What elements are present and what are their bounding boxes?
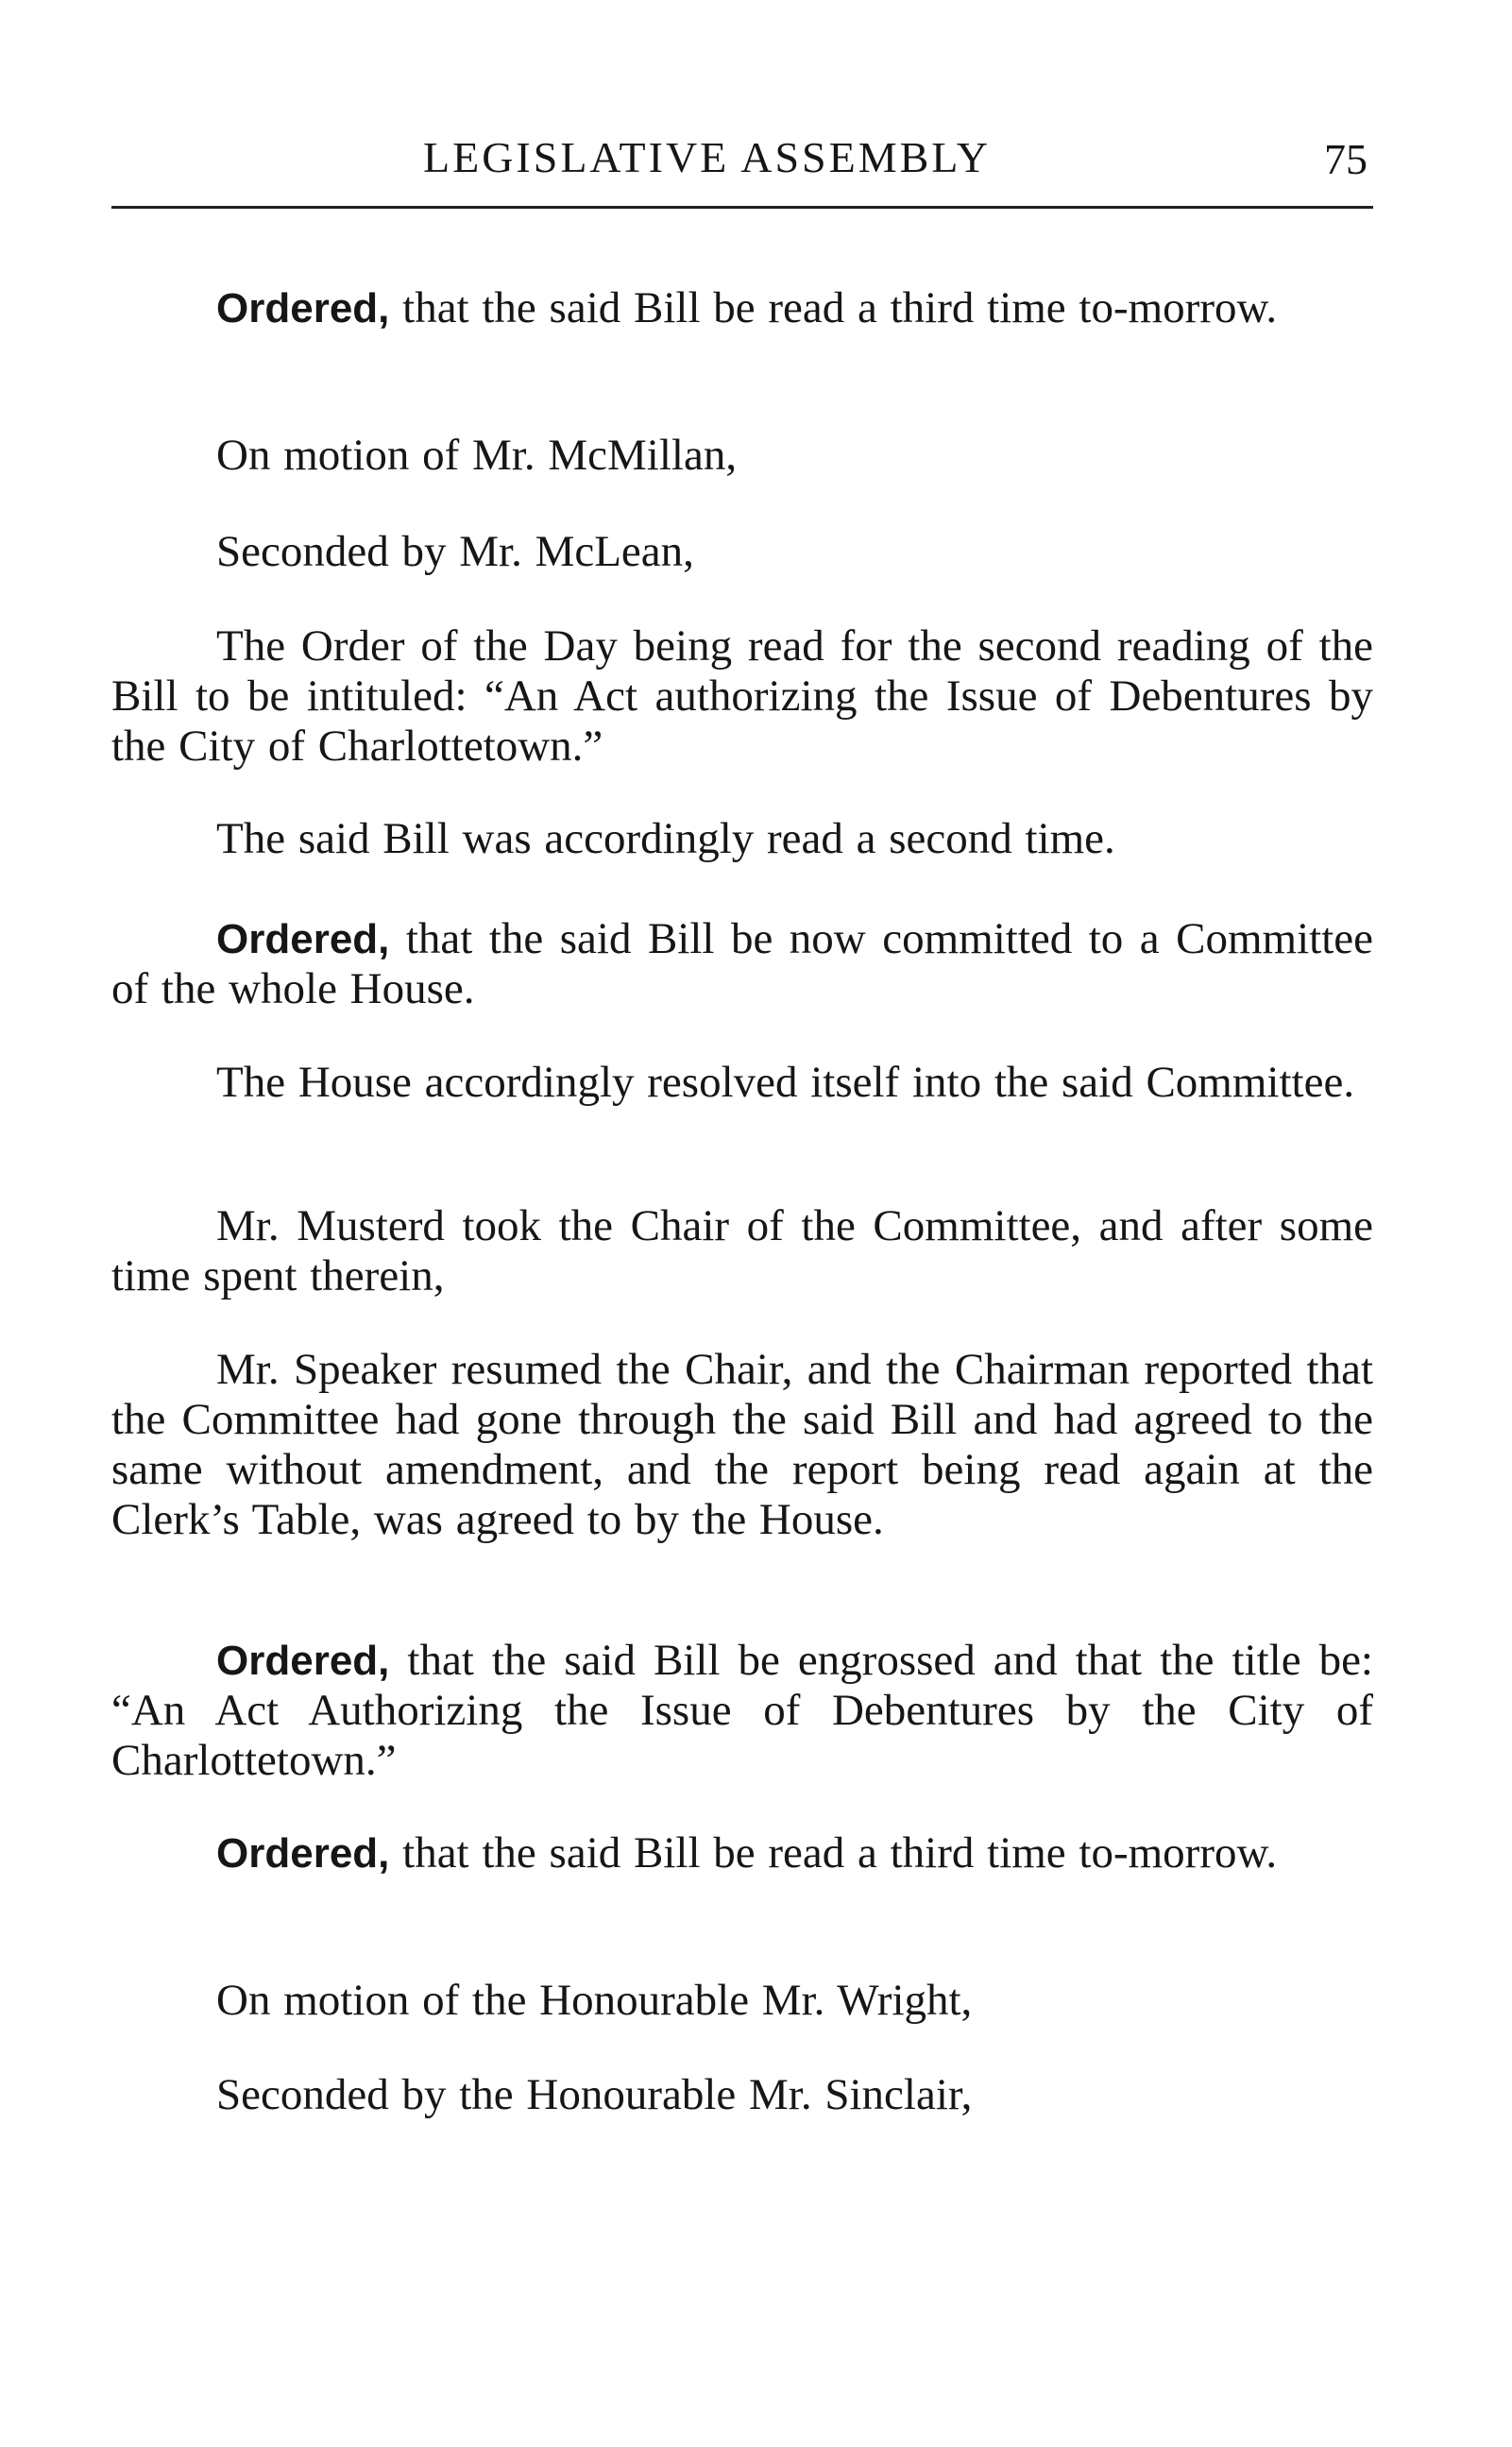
paragraph-text: On motion of Mr. McMillan,	[216, 431, 738, 480]
paragraph-text: that the said Bill be read a third time to-morrow.	[389, 1828, 1278, 1878]
ordered-label: Ordered,	[216, 916, 390, 962]
paragraph-motion	[111, 431, 1373, 481]
document-page	[111, 0, 1377, 2447]
paragraph-ordered-engrossed	[111, 1636, 1373, 1786]
paragraph-text: Mr. Musterd took the Chair of the Committee, and after some time spent therein,	[111, 1201, 1373, 1300]
paragraph-house-resolved	[111, 1058, 1373, 1108]
paragraph-text: Seconded by the Honourable Mr. Sinclair,	[216, 2070, 973, 2119]
paragraph-chair	[111, 1201, 1373, 1301]
ordered-label: Ordered,	[216, 1638, 390, 1684]
paragraph-text: On motion of the Honourable Mr. Wright,	[216, 1976, 973, 2025]
paragraph-text: The House accordingly resolved itself into the said Committee.	[216, 1058, 1355, 1107]
paragraph-order-of-day	[111, 621, 1373, 772]
paragraph-seconded	[111, 527, 1373, 577]
paragraph-second-reading	[111, 814, 1373, 864]
paragraph-seconded-sinclair	[111, 2070, 1373, 2120]
ordered-label: Ordered,	[216, 1830, 390, 1877]
paragraph-text: that the said Bill be read a third time to-morrow.	[389, 283, 1278, 332]
paragraph-speaker-resumed	[111, 1345, 1373, 1545]
running-title: LEGISLATIVE ASSEMBLY	[423, 133, 992, 181]
paragraph-text: Mr. Speaker resumed the Chair, and the Chairman reported that the Committee had gone through the said Bill and had agreed to the same without amendment, and the report being read again at the Clerk’s Table, was agreed to by the House.	[111, 1345, 1373, 1544]
page-header	[111, 132, 1377, 198]
header-rule	[111, 206, 1373, 209]
paragraph-ordered-committed	[111, 914, 1373, 1014]
ordered-label: Ordered,	[216, 285, 390, 331]
paragraph-text: Seconded by Mr. McLean,	[216, 527, 694, 576]
paragraph-motion-wright	[111, 1976, 1373, 2026]
paragraph-text: The said Bill was accordingly read a second time.	[216, 814, 1115, 863]
paragraph-text: that the said Bill be engrossed and that the title be: “An Act Authorizing the Issue of Debentures by the City of Charlottetown.”	[111, 1636, 1373, 1785]
paragraph-text: The Order of the Day being read for the second reading of the Bill to be intituled: “An Act authorizing the Issue of Debentures by the City of Charlottetown.”	[111, 621, 1373, 771]
paragraph-ordered-third-reading-2	[111, 1828, 1373, 1878]
page-number: 75	[1324, 135, 1368, 183]
paragraph-ordered-third-reading	[111, 283, 1373, 333]
paragraph-text: that the said Bill be now committed to a Committee of the whole House.	[111, 914, 1373, 1013]
